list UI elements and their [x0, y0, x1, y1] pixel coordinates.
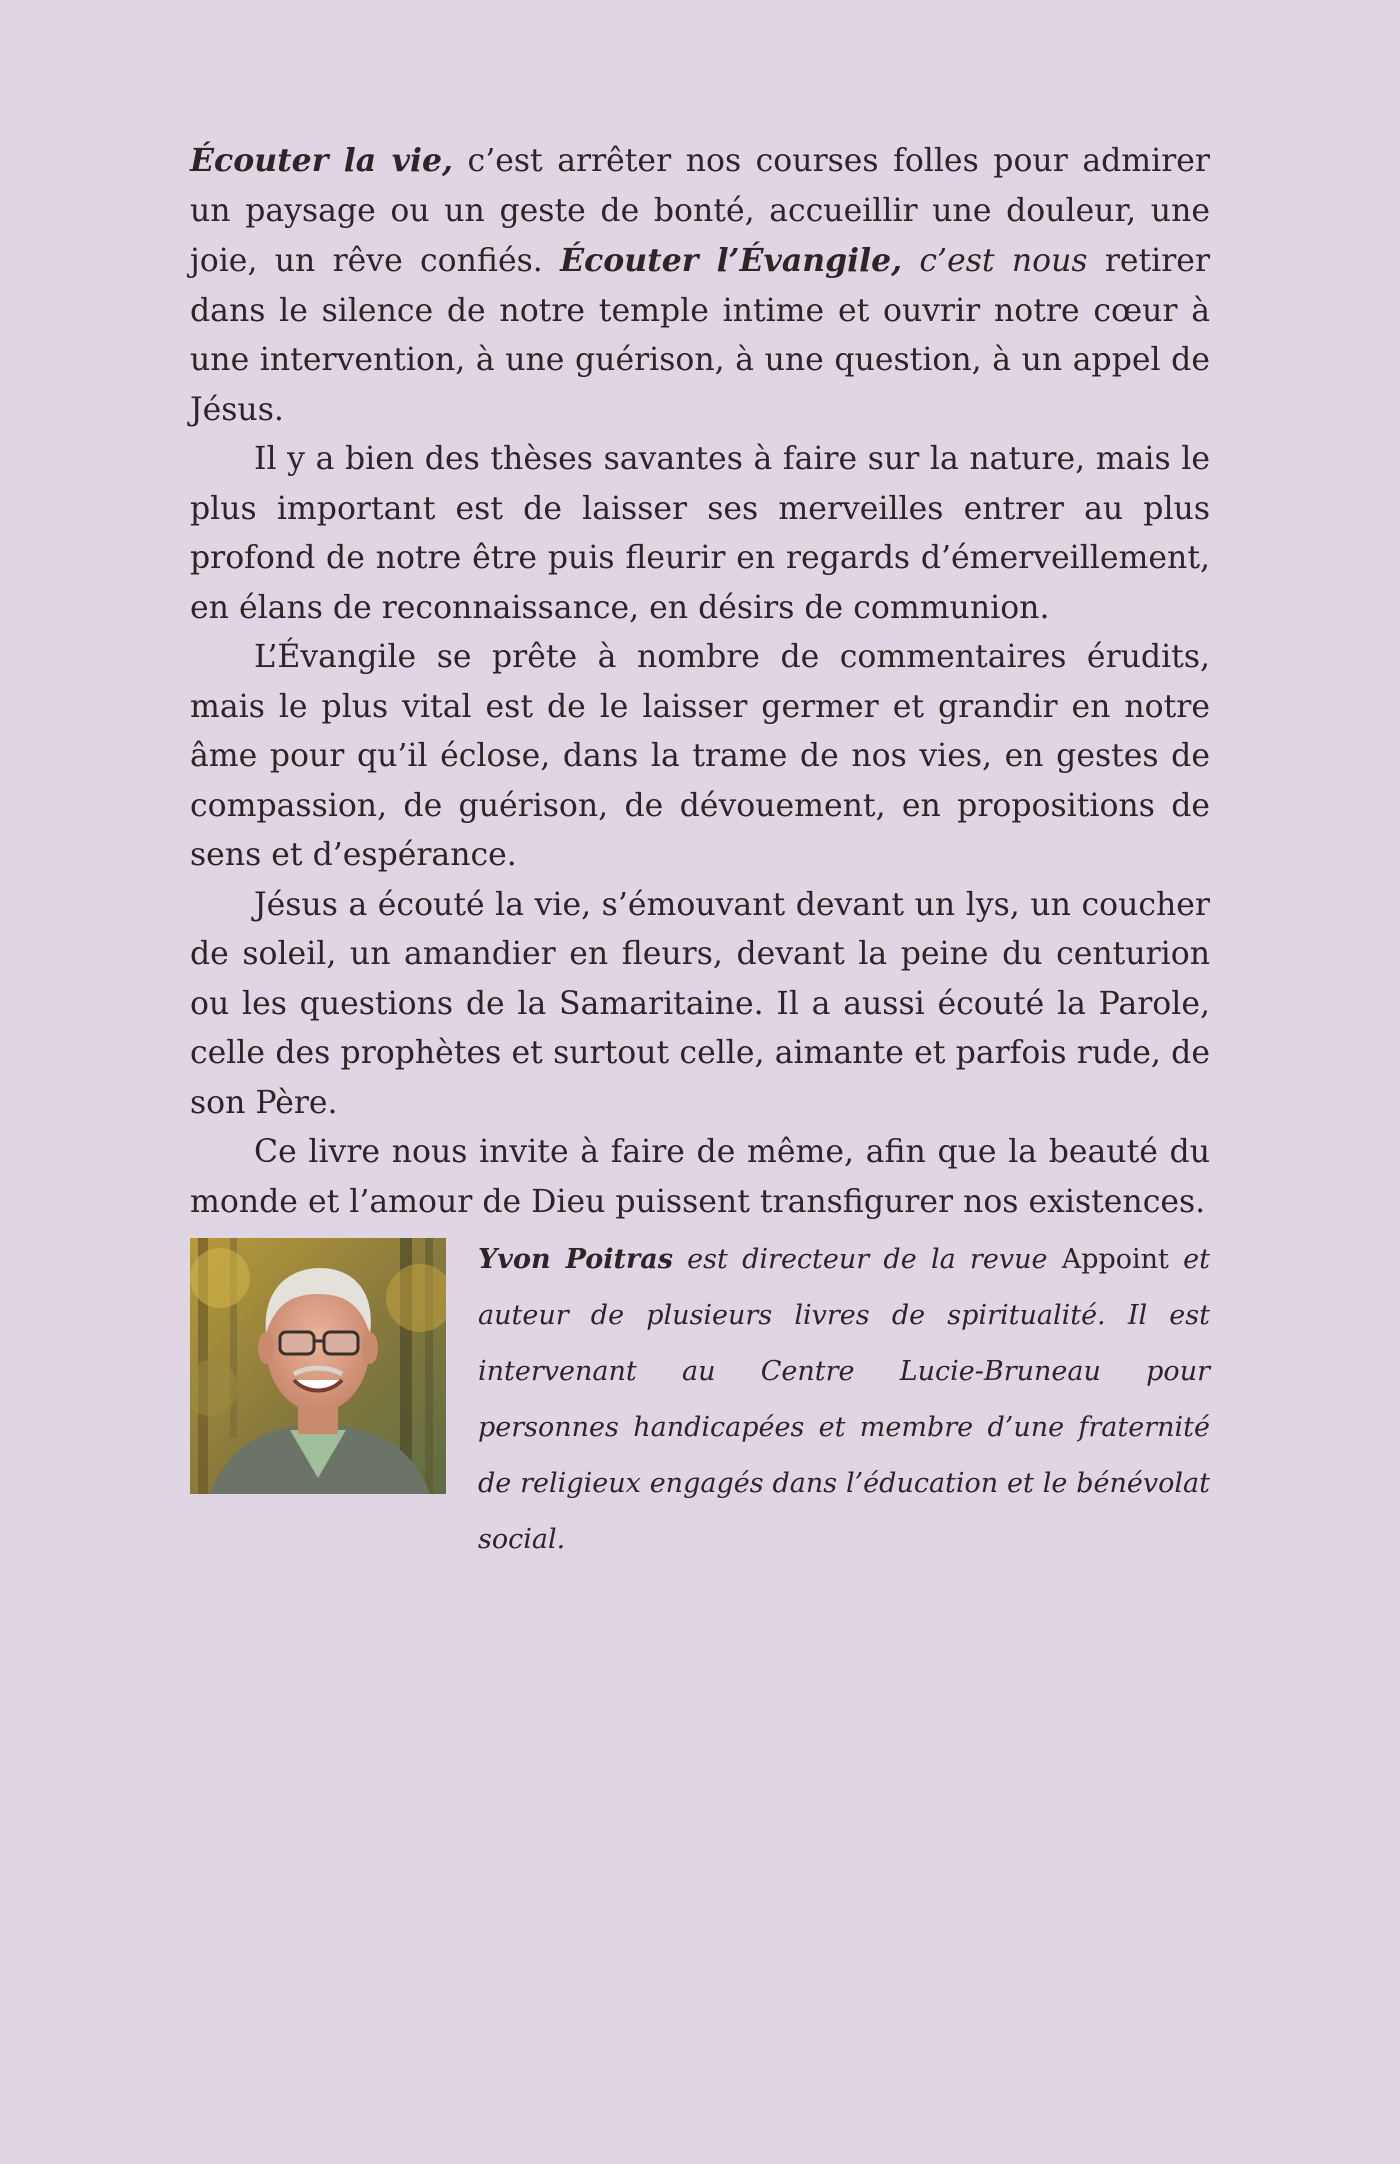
- author-bio-part-2: et auteur de plusieurs livres de spiritualité. Il est intervenant au Centre Lucie-Bruneau pour personnes handicapées et membre d’une fraternité de religieux engagés dans l’éducation et le bénévolat social.: [478, 1244, 1210, 1555]
- author-photo: [190, 1238, 446, 1494]
- paragraph-1: [190, 136, 1210, 435]
- author-section: [190, 1238, 1210, 1555]
- paragraph-1-text-b: retirer dans le silence de notre temple intime et ouvrir notre cœur à une intervention, à une guérison, à une question, à un appel de Jésus.: [190, 243, 1211, 428]
- author-bio: [478, 1232, 1210, 1568]
- emphasis-ecouter-evangile: Écouter l’Évangile,: [560, 242, 903, 279]
- cover-text: [190, 136, 1210, 1227]
- author-bio-part-1: est directeur de la revue: [672, 1244, 1062, 1275]
- author-name: Yvon Poitras: [478, 1244, 673, 1275]
- emphasis-ecouter-la-vie: Écouter la vie,: [190, 142, 453, 179]
- paragraph-2: Il y a bien des thèses savantes à faire sur la nature, mais le plus important est de laisser ses merveilles entrer au plus profond de notre être puis fleurir en regards d’émerveillement, en élans de reconnaissance, en désirs de communion.: [190, 441, 1210, 626]
- paragraph-5: Ce livre nous invite à faire de même, afin que la beauté du monde et l’amour de Dieu puissent transfigurer nos existences.: [190, 1134, 1210, 1220]
- paragraph-3: L’Évangile se prête à nombre de commentaires érudits, mais le plus vital est de le laisser germer et grandir en notre âme pour qu’il éclose, dans la trame de nos vies, en gestes de compassion, de guérison, de dévouement, en propositions de sens et d’espérance.: [190, 639, 1210, 873]
- journal-name: Appoint: [1061, 1244, 1169, 1275]
- paragraph-4: Jésus a écouté la vie, s’émouvant devant un lys, un coucher de soleil, un amandier en fleurs, devant la peine du centurion ou les questions de la Samaritaine. Il a aussi écouté la Parole, celle des prophètes et surtout celle, aimante et parfois rude, de son Père.: [190, 886, 1210, 1121]
- paragraph-1-text-a: c’est arrêter nos courses folles pour admirer un paysage ou un geste de bonté, accueillir une douleur, une joie, un rêve confiés.: [190, 143, 1210, 279]
- emphasis-cest-nous: c’est nous: [902, 243, 1088, 279]
